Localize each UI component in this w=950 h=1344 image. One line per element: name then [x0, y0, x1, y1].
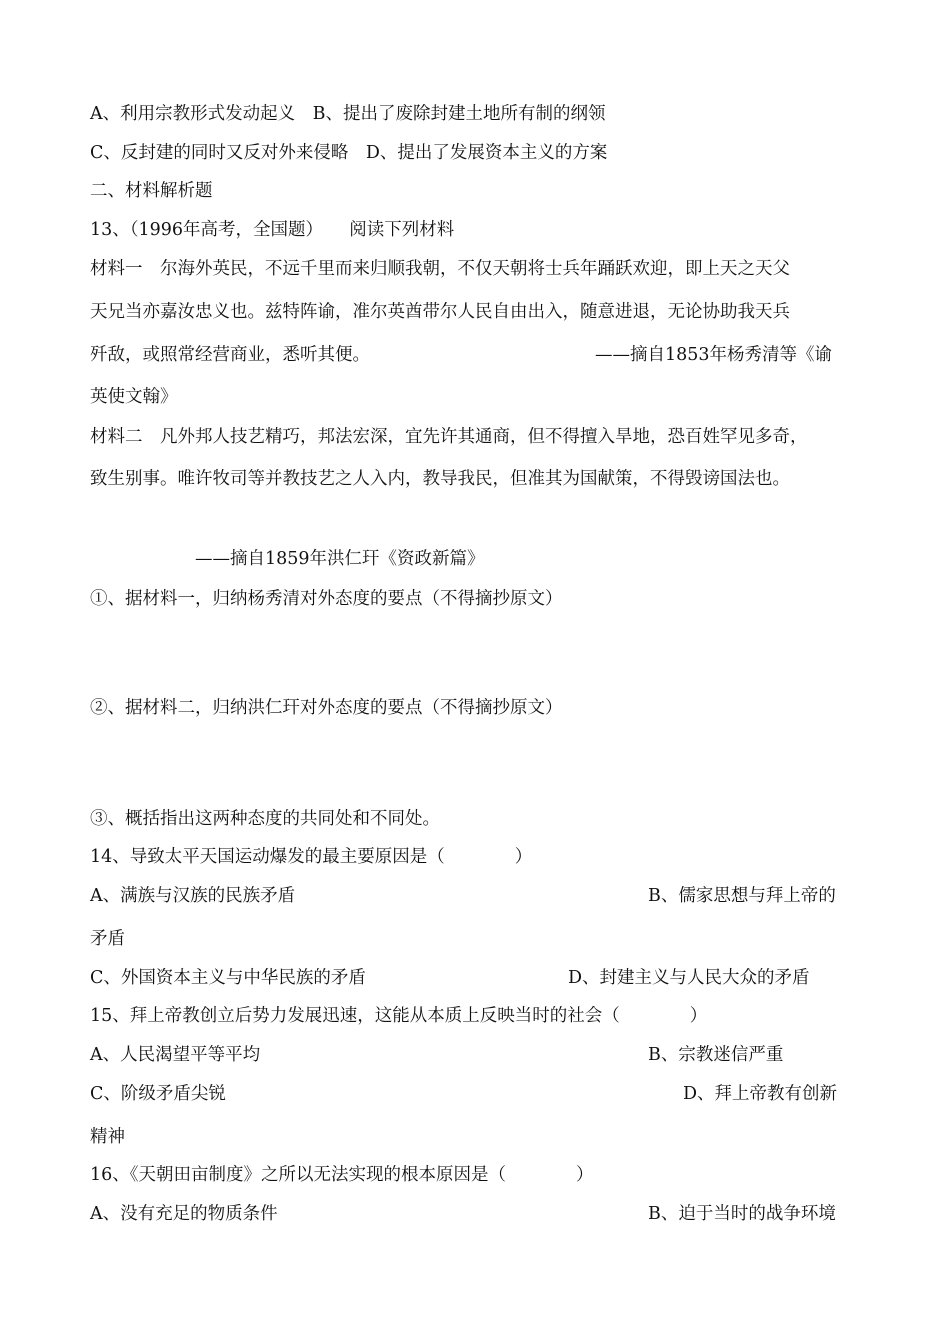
q13-material1-line-3: 歼敌，或照常经营商业，悉听其便。 [90, 345, 370, 365]
q16-option-a: A、没有充足的物质条件 [90, 1204, 278, 1224]
q13-material1-source-cont: 英使文翰》 [90, 387, 178, 407]
q13-material2-line-1: 材料二 凡外邦人技艺精巧，邦法宏深，宜先许其通商，但不得擅入旱地，恐百姓罕见多奇， [90, 427, 808, 447]
q14-option-b: B、儒家思想与拜上帝的 [648, 886, 836, 906]
q13-sub-question-3: ③、概括指出这两种态度的共同处和不同处。 [90, 809, 440, 829]
q15-option-d-cont: 精神 [90, 1127, 125, 1147]
q15-stem: 15、拜上帝教创立后势力发展迅速，这能从本质上反映当时的社会（ ） [90, 1006, 708, 1026]
q13-material1-line-2: 天兄当亦嘉汝忠义也。兹特阵谕，准尔英酋带尔人民自由出入，随意进退，无论协助我天兵 [90, 302, 790, 322]
q16-stem: 16、《天朝田亩制度》之所以无法实现的根本原因是（ ） [90, 1165, 594, 1185]
q13-material1-line-1: 材料一 尔海外英民，不远千里而来归顺我朝，不仅天朝将士兵年踊跃欢迎，即上天之天父 [90, 259, 790, 279]
q15-option-a: A、人民渴望平等平均 [90, 1045, 261, 1065]
q12-options-line-1: A、利用宗教形式发动起义 B、提出了废除封建土地所有制的纲领 [90, 104, 606, 124]
q14-option-c: C、外国资本主义与中华民族的矛盾 [90, 968, 366, 988]
q15-option-c: C、阶级矛盾尖锐 [90, 1084, 226, 1104]
q13-sub-question-2: ②、据材料二，归纳洪仁玕对外态度的要点（不得摘抄原文） [90, 698, 563, 718]
q16-option-b: B、迫于当时的战争环境 [648, 1204, 836, 1224]
q13-sub-question-1: ①、据材料一，归纳杨秀清对外态度的要点（不得摘抄原文） [90, 589, 563, 609]
q14-option-d: D、封建主义与人民大众的矛盾 [568, 968, 810, 988]
q15-option-d: D、拜上帝教有创新 [683, 1084, 838, 1104]
q13-stem: 13、（1996年高考，全国题） 阅读下列材料 [90, 220, 455, 240]
q14-option-b-cont: 矛盾 [90, 929, 125, 949]
q14-option-a: A、满族与汉族的民族矛盾 [90, 886, 296, 906]
q13-material1-source: ——摘自1853年杨秀清等《谕 [595, 345, 833, 365]
q14-stem: 14、导致太平天国运动爆发的最主要原因是（ ） [90, 847, 533, 867]
q15-option-b: B、宗教迷信严重 [648, 1045, 784, 1065]
q13-material2-source: ——摘自1859年洪仁玕《资政新篇》 [195, 549, 485, 569]
q12-options-line-2: C、反封建的同时又反对外来侵略 D、提出了发展资本主义的方案 [90, 143, 608, 163]
section-heading: 二、材料解析题 [90, 181, 213, 201]
q13-material2-line-2: 致生别事。唯许牧司等并教技艺之人入内，教导我民，但准其为国献策，不得毁谤国法也。 [90, 469, 790, 489]
